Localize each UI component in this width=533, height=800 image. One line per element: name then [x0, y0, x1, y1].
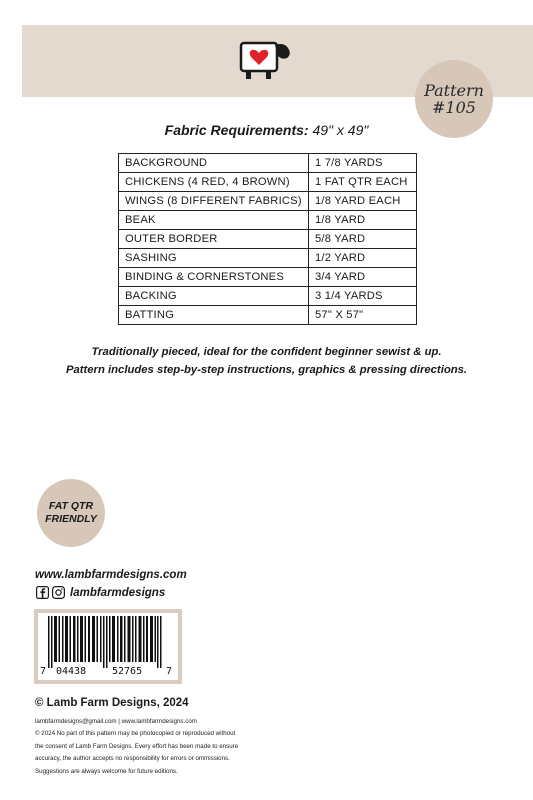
pattern-label: Pattern: [424, 81, 484, 100]
quilt-size: 49" x 49": [312, 122, 369, 138]
fine-print: [35, 716, 295, 778]
social-handle[interactable]: lambfarmdesigns: [70, 586, 166, 599]
legal-line: the consent of Lamb Farm Designs. Every effort has been made to ensure: [35, 742, 239, 750]
table-row: [119, 173, 417, 192]
fabric-item: SASHING: [119, 249, 309, 268]
fabric-item: BINDING & CORNERSTONES: [119, 268, 309, 287]
fabric-amount: 3/4 YARD: [309, 268, 417, 287]
legal-line: Suggestions are always welcome for future editions.: [35, 767, 178, 775]
badge-line: FRIENDLY: [45, 513, 97, 525]
table-row: [119, 287, 417, 306]
fat-quarter-friendly-badge: [35, 477, 107, 549]
fabric-amount: 57" X 57": [309, 306, 417, 325]
fabric-amount: 3 1/4 YARDS: [309, 287, 417, 306]
barcode-digits: 04438: [56, 666, 87, 677]
table-row: [119, 230, 417, 249]
fabric-item: BEAK: [119, 211, 309, 230]
fabric-amount: 1/8 YARD EACH: [309, 192, 417, 211]
barcode: [34, 609, 182, 684]
social-handle-row: [36, 586, 165, 599]
table-row: [119, 268, 417, 287]
fabric-amount: 1/8 YARD: [309, 211, 417, 230]
pattern-description: [0, 343, 533, 379]
fabric-item: BACKING: [119, 287, 309, 306]
legal-line: © 2024 No part of this pattern may be photocopied or reproduced without: [35, 730, 236, 738]
fabric-item: BACKGROUND: [119, 154, 309, 173]
fabric-item: CHICKENS (4 RED, 4 BROWN): [119, 173, 309, 192]
title-label: Fabric Requirements:: [164, 122, 309, 138]
table-row: [119, 154, 417, 173]
fabric-amount: 1 FAT QTR EACH: [309, 173, 417, 192]
fabric-item: WINGS (8 DIFFERENT FABRICS): [119, 192, 309, 211]
badge-line: FAT QTR: [48, 500, 94, 512]
barcode-label: [38, 613, 178, 680]
fabric-amount: 1/2 YARD: [309, 249, 417, 268]
barcode-digit: 7: [40, 666, 47, 677]
website-url[interactable]: www.lambfarmdesigns.com: [35, 569, 187, 581]
fabric-requirements-title: [0, 122, 533, 138]
fabric-amount: 1 7/8 YARDS: [309, 154, 417, 173]
barcode-digits: 52765: [112, 666, 143, 677]
fabric-item: OUTER BORDER: [119, 230, 309, 249]
copyright-heading: © Lamb Farm Designs, 2024: [35, 697, 189, 709]
fabric-requirements-table: [118, 153, 417, 325]
sheep-with-heart-icon: [238, 40, 294, 82]
pattern-number: #105: [432, 98, 476, 117]
table-row: [119, 211, 417, 230]
table-row: [119, 306, 417, 325]
barcode-bars: [42, 616, 174, 668]
table-row: [119, 249, 417, 268]
contact-line: lambfarmdesigns@gmail.com | www.lambfarmdesigns.com: [35, 718, 197, 725]
fabric-amount: 5/8 YARD: [309, 230, 417, 249]
instagram-icon[interactable]: [52, 586, 65, 599]
table-row: [119, 192, 417, 211]
facebook-icon[interactable]: [36, 586, 49, 599]
description-line: Traditionally pieced, ideal for the confident beginner sewist & up.: [91, 346, 442, 358]
barcode-digit: 7: [166, 666, 173, 677]
legal-line: accuracy, the author accepts no responsibility for errors or ommissions.: [35, 755, 230, 763]
fabric-item: BATTING: [119, 306, 309, 325]
description-line: Pattern includes step-by-step instructions, graphics & pressing directions.: [65, 364, 468, 376]
